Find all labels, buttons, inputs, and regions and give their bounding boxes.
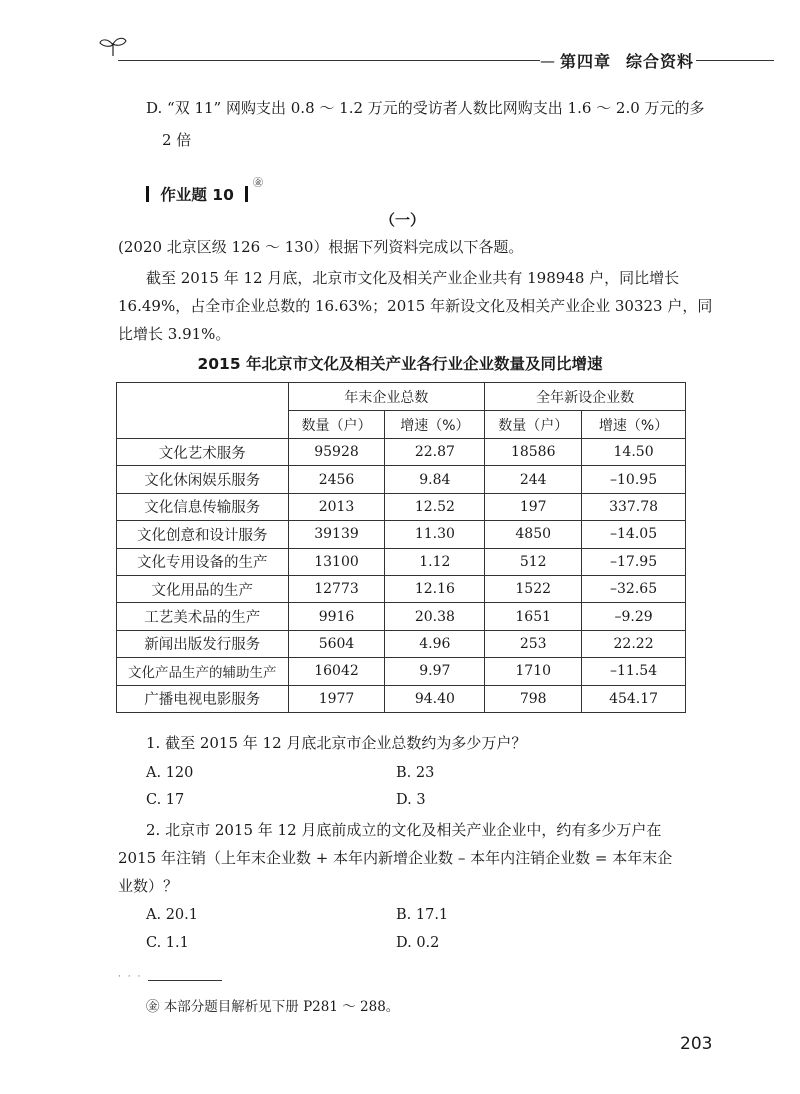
q1-option-b: B. 23: [396, 765, 435, 781]
header-dash: —: [540, 52, 555, 70]
table-row: [117, 603, 686, 630]
footnote-text: 本部分题目解析见下册 P281 ～ 288。: [163, 999, 400, 1015]
row-name: 文化艺术服务: [117, 439, 289, 466]
row-total-growth: 9.84: [385, 466, 485, 493]
row-name: 文化创意和设计服务: [117, 521, 289, 548]
paragraph-line-1: 截至 2015 年 12 月底，北京市文化及相关产业企业共有 198948 户，同比增长: [146, 269, 680, 287]
table-row: [117, 466, 686, 493]
source-line: (2020 北京区级 126 ～ 130）根据下列资料完成以下各题。: [118, 238, 524, 256]
row-new-growth: 337.78: [582, 493, 686, 520]
row-new: 244: [485, 466, 582, 493]
row-total-growth: 94.40: [385, 685, 485, 712]
row-new: 253: [485, 630, 582, 657]
table-row: [117, 685, 686, 712]
row-name: 文化休闲娱乐服务: [117, 466, 289, 493]
row-total-growth: 22.87: [385, 439, 485, 466]
row-new-growth: –10.95: [582, 466, 686, 493]
row-total: 95928: [288, 439, 385, 466]
row-new-growth: –32.65: [582, 575, 686, 602]
header-total-count: 数量（户）: [288, 411, 385, 439]
row-new-growth: –11.54: [582, 658, 686, 685]
table-row: [117, 493, 686, 520]
header-rule-right: [696, 60, 774, 61]
footnote-mark: ㊎: [146, 999, 160, 1015]
header-new-growth: 增速（%）: [582, 411, 686, 439]
row-new-growth: –17.95: [582, 548, 686, 575]
row-name: 新闻出版发行服务: [117, 630, 289, 657]
row-total: 39139: [288, 521, 385, 548]
row-total: 13100: [288, 548, 385, 575]
prev-option-d-line2: 2 倍: [162, 131, 192, 149]
row-new: 1710: [485, 658, 582, 685]
row-total-growth: 1.12: [385, 548, 485, 575]
row-new: 18586: [485, 439, 582, 466]
row-new: 4850: [485, 521, 582, 548]
row-total: 12773: [288, 575, 385, 602]
row-total-growth: 11.30: [385, 521, 485, 548]
header-new-count: 数量（户）: [485, 411, 582, 439]
section-title: 综合资料: [626, 52, 695, 71]
chapter-title: 第四章: [560, 52, 612, 71]
row-total-growth: 12.16: [385, 575, 485, 602]
header-rule-left: [118, 60, 540, 61]
row-total: 1977: [288, 685, 385, 712]
q1-stem: 1. 截至 2015 年 12 月底北京市企业总数约为多少万户？: [146, 734, 527, 752]
row-name: 广播电视电影服务: [117, 685, 289, 712]
q2-option-c: C. 1.1: [146, 935, 189, 951]
row-total-growth: 12.52: [385, 493, 485, 520]
q2-stem-line3: 业数）？: [118, 877, 179, 895]
row-total: 5604: [288, 630, 385, 657]
row-name: 工艺美术品的生产: [117, 603, 289, 630]
row-new: 798: [485, 685, 582, 712]
footnote: [146, 995, 399, 1015]
row-total: 9916: [288, 603, 385, 630]
footnote-rule: [148, 980, 222, 981]
table-title: 2015 年北京市文化及相关产业各行业企业数量及同比增速: [197, 355, 603, 373]
row-total: 16042: [288, 658, 385, 685]
row-new-growth: –14.05: [582, 521, 686, 548]
header-group-year-end: 年末企业总数: [288, 383, 485, 411]
row-new: 1651: [485, 603, 582, 630]
q2-option-d: D. 0.2: [396, 935, 440, 951]
sprout-icon: [98, 34, 128, 58]
table-row: [117, 658, 686, 685]
table-corner-cell: [117, 383, 289, 439]
row-new-growth: 14.50: [582, 439, 686, 466]
row-name: 文化产品生产的辅助生产: [117, 658, 289, 685]
row-new-growth: 454.17: [582, 685, 686, 712]
row-new: 1522: [485, 575, 582, 602]
row-new: 197: [485, 493, 582, 520]
q2-stem-line2: 2015 年注销（上年末企业数 + 本年内新增企业数 – 本年内注销企业数 = 本年末企: [118, 849, 673, 867]
table-header-row-1: [117, 383, 686, 411]
q2-option-a: A. 20.1: [146, 907, 198, 923]
paragraph-line-3: 比增长 3.91%。: [118, 325, 231, 343]
row-name: 文化专用设备的生产: [117, 548, 289, 575]
table-row: [117, 575, 686, 602]
table-row: [117, 521, 686, 548]
q1-option-a: A. 120: [146, 765, 194, 781]
data-table: [116, 382, 686, 713]
row-total-growth: 20.38: [385, 603, 485, 630]
q1-option-c: C. 17: [146, 792, 185, 808]
row-total-growth: 4.96: [385, 630, 485, 657]
exercise-title: [146, 183, 248, 203]
title-bar-left: [146, 186, 149, 202]
header-group-new: 全年新设企业数: [485, 383, 686, 411]
row-name: 文化用品的生产: [117, 575, 289, 602]
row-new-growth: –9.29: [582, 603, 686, 630]
title-bar-right: [245, 186, 248, 202]
row-total-growth: 9.97: [385, 658, 485, 685]
table-row: [117, 630, 686, 657]
row-new-growth: 22.22: [582, 630, 686, 657]
q1-option-d: D. 3: [396, 792, 426, 808]
row-new: 512: [485, 548, 582, 575]
prev-option-d-line1: D. “双 11” 网购支出 0.8 ～ 1.2 万元的受访者人数比网购支出 1.6 ～ 2.0 万元的多: [146, 99, 705, 117]
row-name: 文化信息传输服务: [117, 493, 289, 520]
paragraph-line-2: 16.49%，占全市企业总数的 16.63%；2015 年新设文化及相关产业企业 30323 户，同: [118, 297, 713, 315]
table-row: [117, 439, 686, 466]
table-row: [117, 548, 686, 575]
part-heading: （一）: [380, 211, 426, 229]
exercise-label: 作业题 10: [160, 186, 234, 204]
footnote-dots: · · ·: [118, 972, 143, 982]
row-total: 2013: [288, 493, 385, 520]
page-number: 203: [680, 1034, 713, 1054]
row-total: 2456: [288, 466, 385, 493]
footnote-mark-icon: ㊎: [253, 178, 263, 189]
q2-option-b: B. 17.1: [396, 907, 449, 923]
header-total-growth: 增速（%）: [385, 411, 485, 439]
q2-stem-line1: 2. 北京市 2015 年 12 月底前成立的文化及相关产业企业中，约有多少万户在: [146, 821, 662, 839]
